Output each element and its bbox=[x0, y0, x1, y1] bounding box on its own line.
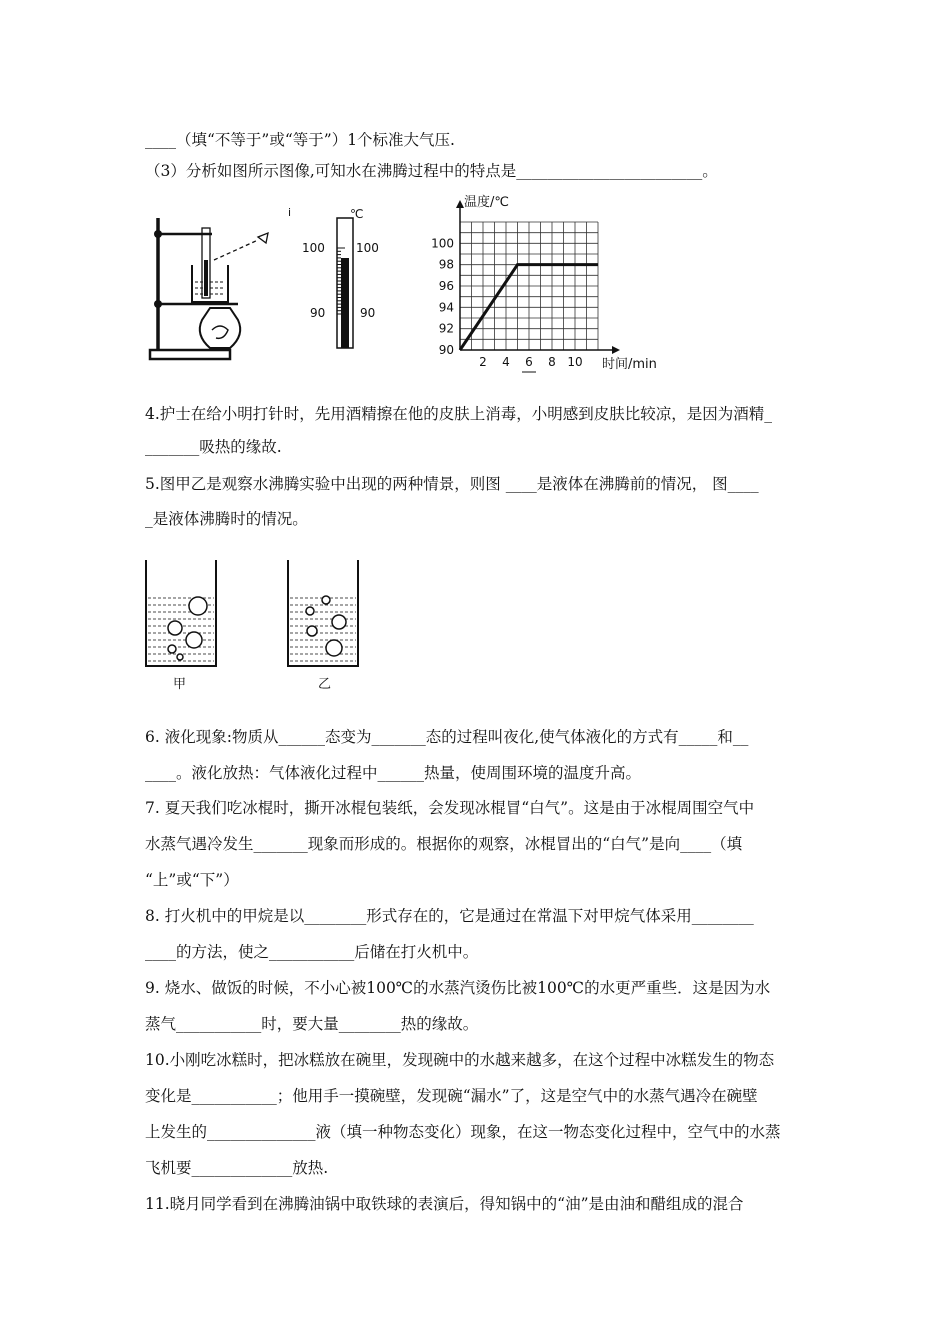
bubble bbox=[332, 615, 346, 629]
question-4-line-2: _______吸热的缘故. bbox=[145, 438, 282, 456]
bubble bbox=[322, 596, 330, 604]
bubble bbox=[177, 654, 183, 660]
question-9-line-2: 蒸气___________时，要大量________热的缘故。 bbox=[145, 1015, 479, 1033]
bubble bbox=[307, 626, 317, 636]
beakers-figure bbox=[140, 556, 370, 696]
question-8-line-1: 8. 打火机中的甲烷是以________形式存在的，它是通过在常温下对甲烷气体采用________ bbox=[145, 907, 754, 925]
beaker-label-yi: 乙 bbox=[318, 677, 332, 692]
bubble bbox=[326, 640, 342, 656]
question-7-line-2: 水蒸气遇冷发生_______现象而形成的。根据你的观察，冰棍冒出的“白气”是向____（填 bbox=[145, 835, 743, 853]
temperature-time-chart bbox=[420, 188, 670, 376]
chart-axes bbox=[456, 200, 620, 354]
x-axis-arrow bbox=[612, 346, 620, 354]
bubble bbox=[168, 645, 176, 653]
chart-xlabel: 时间/min bbox=[602, 357, 657, 372]
question-3-line: （3）分析如图所示图像,可知水在沸腾过程中的特点是________________________。 bbox=[145, 162, 718, 180]
y-tick-label: 90 bbox=[438, 343, 454, 357]
thermo-90-right: 90 bbox=[360, 306, 376, 320]
question-11-line-1: 11.晓月同学看到在沸腾油锅中取铁球的表演后，得知锅中的“油”是由油和醋组成的混合 bbox=[145, 1195, 744, 1213]
bubble bbox=[168, 621, 182, 635]
question-10-line-2: 变化是___________；他用手一摸碗壁，发现碗“漏水”了，这是空气中的水蒸气遇冷在碗壁 bbox=[145, 1087, 758, 1105]
bubble bbox=[186, 632, 202, 648]
y-tick-label: 94 bbox=[438, 300, 454, 315]
y-tick-label: 100 bbox=[431, 236, 454, 251]
thermometer-mark: i bbox=[288, 206, 292, 219]
y-tick-label: 96 bbox=[438, 279, 454, 293]
x-tick-label: 10 bbox=[567, 355, 583, 369]
chart-ylabel: 温度/℃ bbox=[464, 195, 509, 210]
bubble bbox=[306, 607, 314, 615]
question-7-line-3: “上”或“下”） bbox=[145, 871, 239, 889]
x-tick-label: 4 bbox=[502, 355, 510, 369]
bubble bbox=[189, 597, 207, 615]
thermometer-figure bbox=[280, 200, 390, 350]
x-tick-label: 2 bbox=[479, 355, 487, 369]
y-axis-arrow bbox=[456, 200, 464, 208]
question-10-line-3: 上发生的______________液（填一种物态变化）现象，在这一物态变化过程中，空气中的水蒸 bbox=[145, 1123, 781, 1141]
boiling-apparatus-figure bbox=[140, 200, 280, 365]
question-8-line-2: ____的方法，使之___________后储在打火机中。 bbox=[145, 943, 479, 961]
thermo-100-right: 100 bbox=[356, 241, 379, 255]
y-tick-label: 98 bbox=[438, 257, 454, 272]
question-9-line-1: 9. 烧水、做饭的时候，不小心被100℃的水蒸汽烫伤比被100℃的水更严重些．这是因为水 bbox=[145, 979, 771, 997]
thermo-100-left: 100 bbox=[302, 241, 325, 255]
x-tick-label: 8 bbox=[548, 355, 556, 369]
question-7-line-1: 7. 夏天我们吃冰棍时，撕开冰棍包装纸，会发现冰棍冒“白气”。这是由于冰棍周围空气中 bbox=[145, 799, 755, 817]
question-10-line-4: 飞机要_____________放热. bbox=[145, 1159, 329, 1177]
question-6-line-1: 6. 液化现象:物质从______态变为_______态的过程叫夜化,使气体液化的方式有_____和__ bbox=[145, 728, 749, 746]
x-tick-label: 6 bbox=[525, 355, 533, 369]
thermometer-unit: ℃ bbox=[350, 207, 364, 221]
y-tick-label: 92 bbox=[438, 321, 454, 336]
beaker-label-jia: 甲 bbox=[173, 677, 187, 692]
text-line-1: ____（填“不等于”或“等于”）1个标准大气压. bbox=[145, 131, 455, 149]
question-6-line-2: ____。液化放热：气体液化过程中______热量，使周围环境的温度升高。 bbox=[145, 764, 642, 782]
chart-grid bbox=[460, 222, 598, 350]
thermo-90-left: 90 bbox=[310, 306, 326, 320]
question-5-line-2: _是液体沸腾时的情况。 bbox=[145, 510, 308, 528]
question-5-line-1: 5.图甲乙是观察水沸腾实验中出现的两种情景，则图 ____是液体在沸腾前的情况， 图____ bbox=[145, 475, 759, 493]
question-4-line-1: 4.护士在给小明打针时，先用酒精擦在他的皮肤上消毒，小明感到皮肤比较凉，是因为酒精_ bbox=[145, 405, 773, 423]
question-10-line-1: 10.小刚吃冰糕时，把冰糕放在碗里，发现碗中的水越来越多，在这个过程中冰糕发生的物态 bbox=[145, 1051, 775, 1069]
